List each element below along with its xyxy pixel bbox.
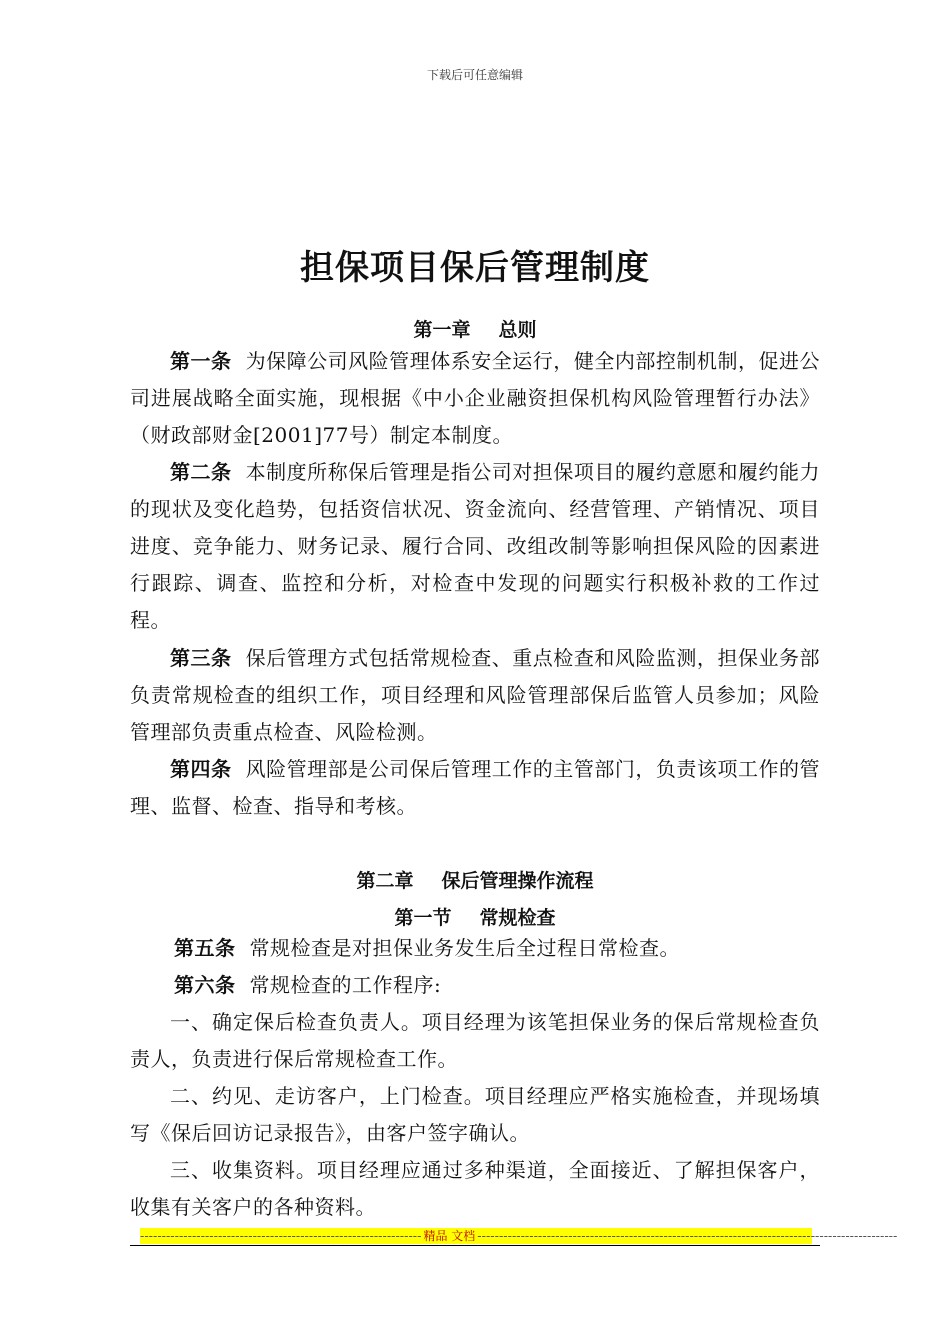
section-label: 第一节 xyxy=(394,907,452,929)
document-title: 担保项目保后管理制度 xyxy=(300,248,650,288)
article-label: 第二条 xyxy=(170,460,232,484)
article-text: 本制度所称保后管理是指公司对担保项目的履约意愿和履约能力的现状及变化趋势，包括资信状况、资金流向、经营管理、产销情况、项目进度、竞争能力、财务记录、履行合同、改组改制等影响担保风险的因素进行跟踪、调查、监控和分析，对检查中发现的问题实行积极补救的工作过程。 xyxy=(130,460,821,632)
download-note: 下载后可任意编辑 xyxy=(426,68,523,82)
chapter-label: 第一章 xyxy=(413,319,471,341)
article-text: 为保障公司风险管理体系安全运行，健全内部控制机制，促进公司进展战略全面实施，现根据《中小企业融资担保机构风险管理暂行办法》（财政部财金[2001]77号）制定本制度。 xyxy=(130,349,821,447)
article-label: 第六条 xyxy=(174,973,236,997)
step-1: 一、确定保后检查负责人。项目经理为该笔担保业务的保后常规检查负责人，负责进行保后常规检查工作。 xyxy=(130,1010,820,1071)
article-3 xyxy=(130,640,820,751)
chapter-heading-1 xyxy=(0,315,950,342)
footer-watermark-bar xyxy=(140,1228,898,1244)
article-2 xyxy=(130,454,820,639)
section-name: 常规检查 xyxy=(479,907,556,929)
chapter-heading-2 xyxy=(0,866,950,893)
article-5 xyxy=(130,930,820,967)
article-text: 保后管理方式包括常规检查、重点检查和风险监测，担保业务部负责常规检查的组织工作，项目经理和风险管理部保后监管人员参加；风险管理部负责重点检查、风险检测。 xyxy=(130,646,821,744)
footer-left-dashes: ----------------------------------------------------------------- xyxy=(140,1229,422,1243)
article-1 xyxy=(130,343,820,454)
article-text: 常规检查的工作程序: xyxy=(249,973,442,997)
footer-rule xyxy=(130,1245,820,1246)
article-4 xyxy=(130,751,820,825)
article-text: 风险管理部是公司保后管理工作的主管部门，负责该项工作的管理、监督、检查、指导和考核。 xyxy=(130,757,821,818)
chapter-name: 保后管理操作流程 xyxy=(441,870,594,892)
step-3: 三、收集资料。项目经理应通过多种渠道，全面接近、了解担保客户，收集有关客户的各种资料。 xyxy=(130,1158,820,1219)
article-text: 常规检查是对担保业务发生后全过程日常检查。 xyxy=(249,936,680,960)
chapter-name: 总则 xyxy=(498,319,537,341)
section-heading-1 xyxy=(0,903,950,930)
article-label: 第三条 xyxy=(170,646,232,670)
footer-right-dashes: ------------------------------------------------------------------------------------------------- xyxy=(477,1229,898,1243)
footer-mark: 精品 文档 xyxy=(423,1229,476,1243)
article-6 xyxy=(130,967,820,1004)
article-label: 第一条 xyxy=(170,349,232,373)
article-label: 第五条 xyxy=(174,936,236,960)
step-2: 二、约见、走访客户，上门检查。项目经理应严格实施检查，并现场填写《保后回访记录报告》，由客户签字确认。 xyxy=(130,1084,820,1145)
article-label: 第四条 xyxy=(170,757,232,781)
chapter-label: 第二章 xyxy=(356,870,414,892)
